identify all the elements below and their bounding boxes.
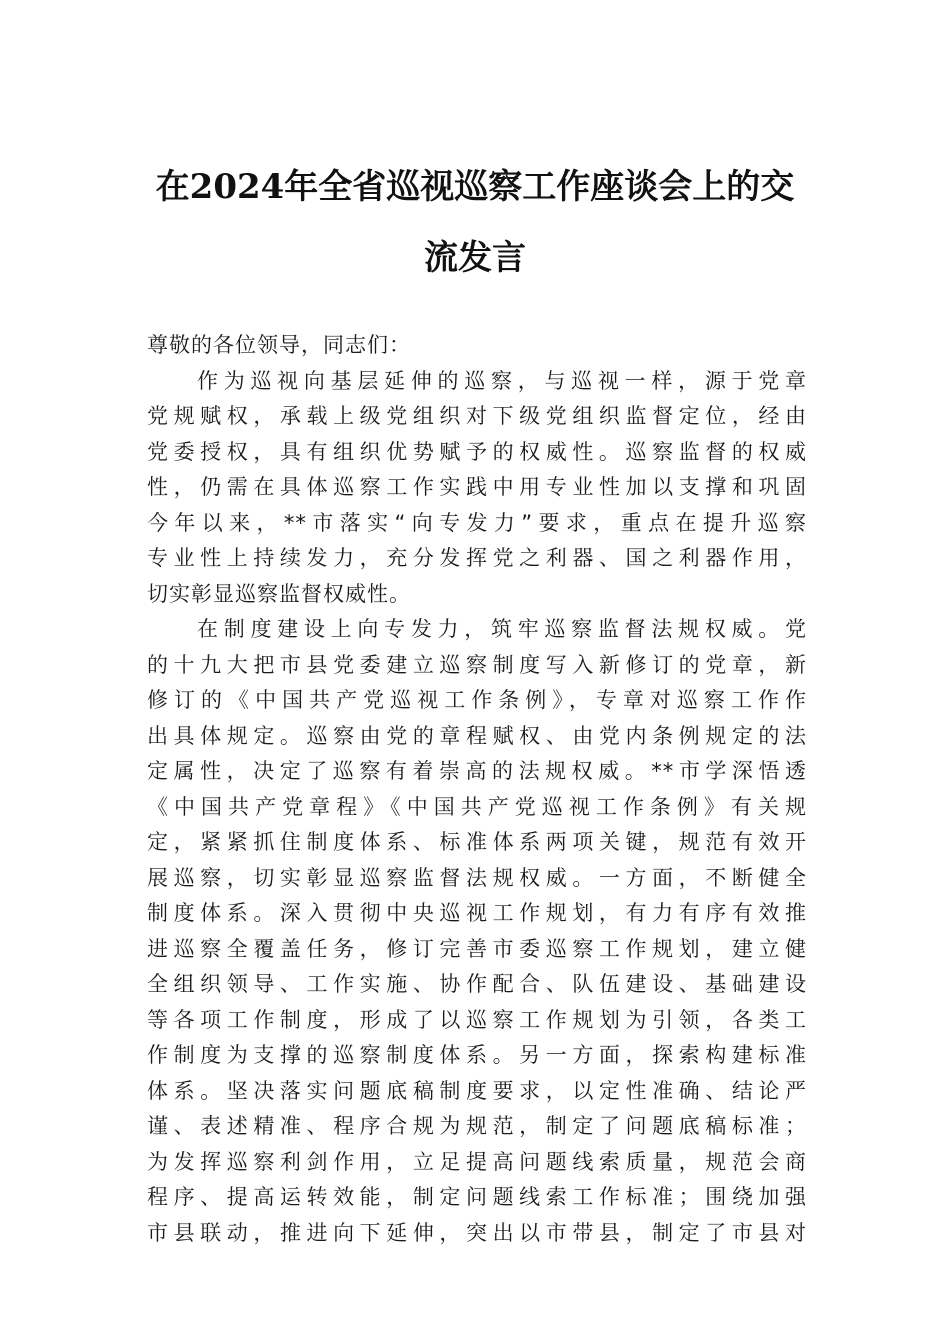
paragraph-line: 全组织领导、工作实施、协作配合、队伍建设、基础建设: [147, 972, 807, 996]
paragraph-line: 市县联动，推进向下延伸，突出以市带县，制定了市县对: [147, 1220, 807, 1245]
paragraph-line: 体系。坚决落实问题底稿制度要求，以定性准确、结论严: [147, 1078, 807, 1103]
paragraph-line: 在制度建设上向专发力，筑牢巡察监督法规权威。党: [197, 617, 807, 641]
paragraph-line: 进巡察全覆盖任务，修订完善市委巡察工作规划，建立健: [147, 936, 807, 961]
paragraph-line: 出具体规定。巡察由党的章程赋权、由党内条例规定的法: [147, 723, 807, 748]
paragraph-2: [147, 612, 807, 1251]
paragraph-line: 谨、表述精准、程序合规为规范，制定了问题底稿标准；: [147, 1114, 807, 1138]
paragraph-line: 等各项工作制度，形成了以巡察工作规划为引领，各类工: [147, 1007, 807, 1032]
paragraph-line: 定属性，决定了巡察有着崇高的法规权威。**市学深悟透: [147, 759, 807, 783]
paragraph-line: 专业性上持续发力，充分发挥党之利器、国之利器作用，: [147, 546, 807, 570]
paragraph-line: 《中国共产党章程》《中国共产党巡视工作条例》有关规: [147, 794, 807, 819]
paragraph-line: 作为巡视向基层延伸的巡察，与巡视一样，源于党章: [197, 368, 807, 393]
paragraph-line: 程序、提高运转效能，制定问题线索工作标准；围绕加强: [147, 1185, 807, 1209]
paragraph-line: 为发挥巡察利剑作用，立足提高问题线索质量，规范会商: [147, 1149, 807, 1174]
document-title-line-1: 在2024年全省巡视巡察工作座谈会上的交: [155, 167, 795, 207]
paragraph-line: 作制度为支撑的巡察制度体系。另一方面，探索构建标准: [147, 1043, 807, 1067]
salutation: 尊敬的各位领导，同志们：: [147, 333, 411, 357]
paragraph-line: 定，紧紧抓住制度体系、标准体系两项关键，规范有效开: [147, 830, 807, 854]
paragraph-line: 性，仍需在具体巡察工作实践中用专业性加以支撑和巩固: [147, 475, 807, 499]
paragraph-1: [147, 364, 807, 613]
paragraph-line: 修订的《中国共产党巡视工作条例》，专章对巡察工作作: [147, 688, 807, 712]
paragraph-line: 的十九大把市县党委建立巡察制度写入新修订的党章，新: [147, 652, 807, 677]
paragraph-line: 切实彰显巡察监督权威性。: [147, 581, 411, 606]
paragraph-line: 制度体系。深入贯彻中央巡视工作规划，有力有序有效推: [147, 901, 807, 925]
paragraph-line: 今年以来，**市落实“向专发力”要求，重点在提升巡察: [147, 510, 807, 535]
paragraph-line: 展巡察，切实彰显巡察监督法规权威。一方面，不断健全: [147, 865, 807, 890]
paragraph-line: 党委授权，具有组织优势赋予的权威性。巡察监督的权威: [147, 439, 807, 464]
document-body: [147, 328, 807, 1251]
document-title-line-2: 流发言: [424, 238, 526, 278]
paragraph-line: 党规赋权，承载上级党组织对下级党组织监督定位，经由: [147, 404, 807, 428]
